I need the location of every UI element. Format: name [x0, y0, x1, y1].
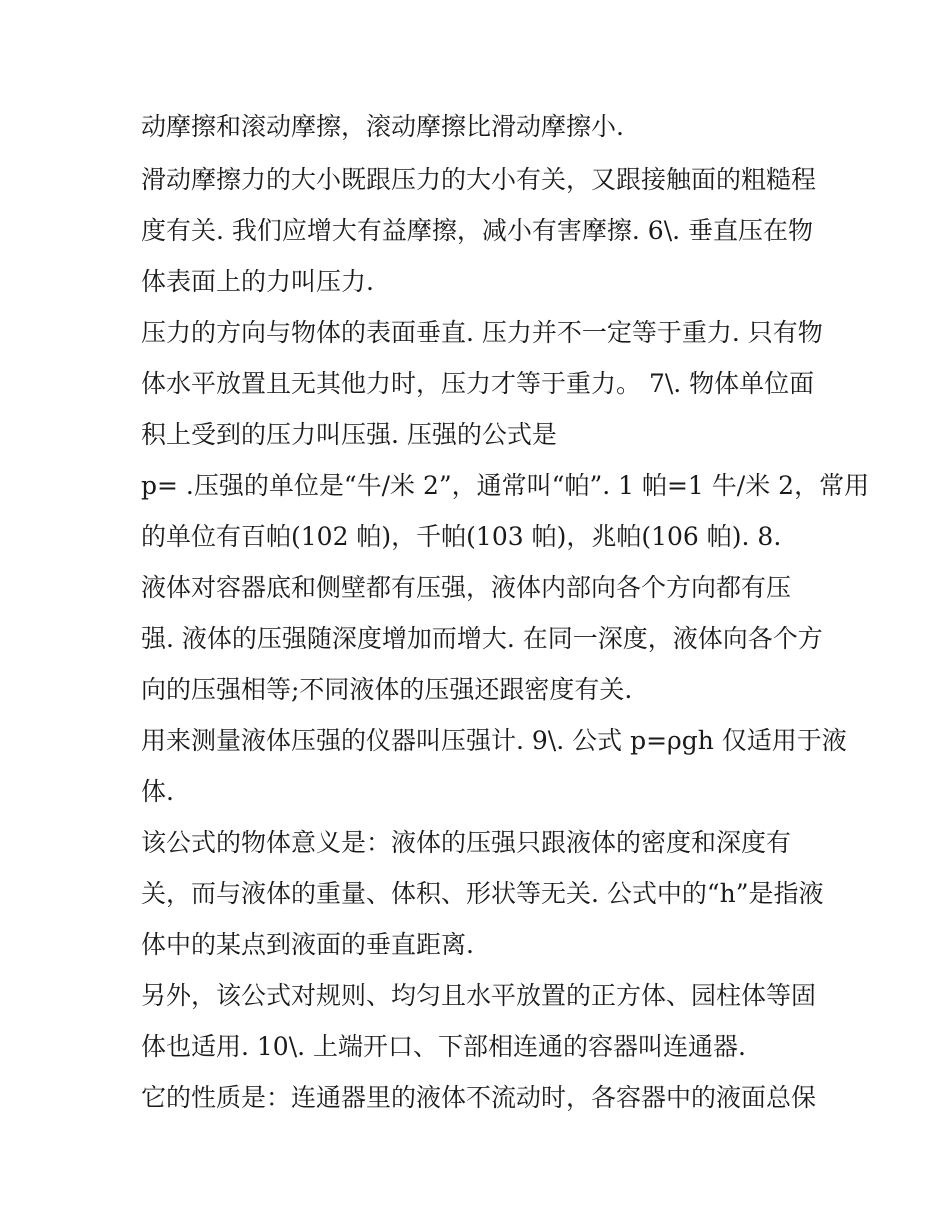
- text-line: 该公式的物体意义是：液体的压强只跟液体的密度和深度有: [141, 828, 792, 857]
- text-line: 体水平放置且无其他力时，压力才等于重力。 7\. 物体单位面: [141, 369, 815, 398]
- text-line: 强. 液体的压强随深度增加而增大. 在同一深度，液体向各个方: [141, 624, 823, 653]
- text-line: 关，而与液体的重量、体积、形状等无关. 公式中的“h”是指液: [141, 879, 824, 908]
- text-line: 压力的方向与物体的表面垂直. 压力并不一定等于重力. 只有物: [141, 318, 823, 347]
- text-line: 另外，该公式对规则、均匀且水平放置的正方体、园柱体等固: [141, 981, 817, 1010]
- text-line: 体中的某点到液面的垂直距离.: [141, 930, 474, 959]
- text-line: 滑动摩擦力的大小既跟压力的大小有关，又跟接触面的粗糙程: [141, 165, 817, 194]
- text-line: p= .压强的单位是“牛/米 2”，通常叫“帕”. 1 帕=1 牛/米 2，常用: [141, 471, 870, 500]
- text-line: 的单位有百帕(102 帕)，千帕(103 帕)，兆帕(106 帕). 8.: [141, 522, 782, 551]
- text-line: 度有关. 我们应增大有益摩擦，减小有害摩擦. 6\. 垂直压在物: [141, 216, 814, 245]
- text-line: 用来测量液体压强的仪器叫压强计. 9\. 公式 p=ρgh 仅适用于液: [141, 726, 847, 755]
- text-line: 体也适用. 10\. 上端开口、下部相连通的容器叫连通器.: [141, 1032, 746, 1061]
- text-line: 动摩擦和滚动摩擦，滚动摩擦比滑动摩擦小.: [141, 112, 624, 141]
- text-line: 液体对容器底和侧壁都有压强，液体内部向各个方向都有压: [141, 573, 792, 602]
- text-line: 它的性质是：连通器里的液体不流动时，各容器中的液面总保: [141, 1083, 817, 1112]
- text-line: 积上受到的压力叫压强. 压强的公式是: [141, 420, 557, 449]
- text-line: 体表面上的力叫压力.: [141, 267, 374, 296]
- text-line: 向的压强相等;不同液体的压强还跟密度有关.: [141, 675, 633, 704]
- text-line: 体.: [141, 777, 174, 806]
